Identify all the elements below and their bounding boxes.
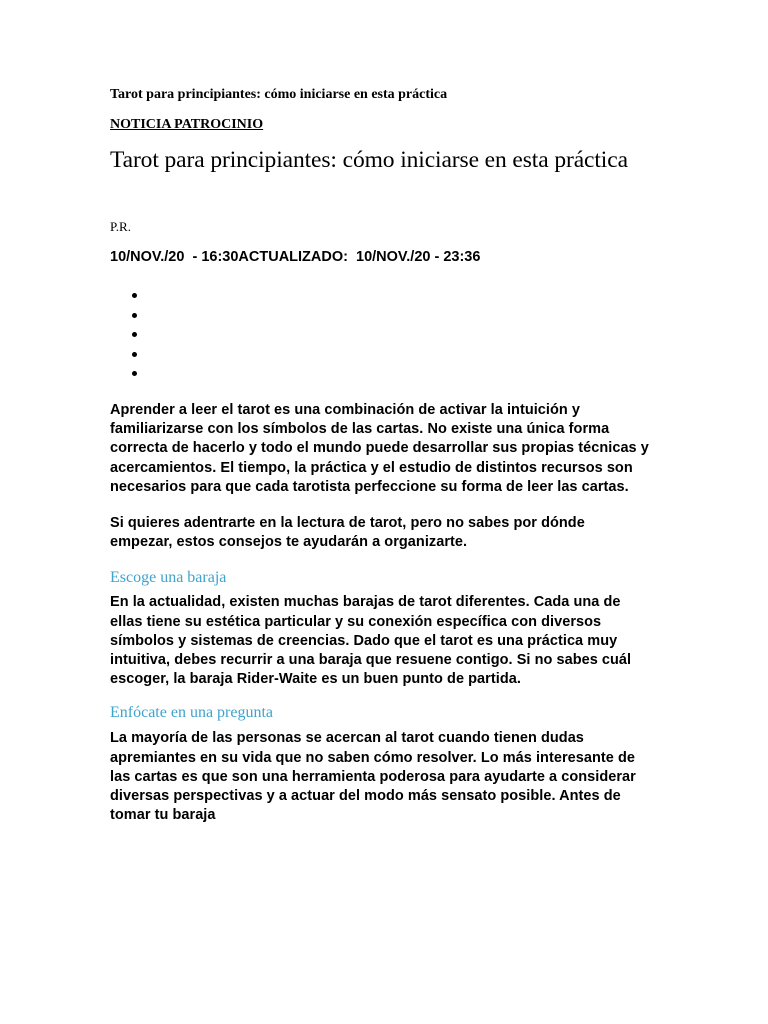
document-page: [110, 86, 650, 825]
header-title: Tarot para principiantes: cómo iniciarse en esta práctica: [110, 87, 448, 102]
list-item: [132, 306, 650, 326]
list-item: [132, 325, 650, 345]
intro-paragraph: Aprender a leer el tarot es una combinación de activar la intuición y familiarizarse con los símbolos de las cartas. No existe una única forma correcta de hacerlo y todo el mundo puede desarrollar sus propias técnicas y acercamientos. El tiempo, la práctica y el estudio de distintos recursos son necesarios para que cada tarotista perfeccione su forma de leer las cartas.: [110, 401, 649, 495]
empty-bullet-list: [110, 286, 650, 384]
article-title: Tarot para principiantes: cómo iniciarse en esta práctica: [110, 147, 628, 173]
sponsor-label: NOTICIA PATROCINIO: [110, 117, 264, 132]
list-item: [132, 345, 650, 365]
section-heading-pregunta: Enfócate en una pregunta: [110, 704, 274, 722]
section-heading-baraja: Escoge una baraja: [110, 569, 227, 587]
list-item: [132, 286, 650, 306]
section-text-pregunta: La mayoría de las personas se acercan al tarot cuando tienen dudas apremiantes en su vida que no saben cómo resolver. Lo más interesante de las cartas es que son una herramienta poderosa para ayudarte a considerar diversas perspectivas y a actuar del modo más sensato posible. Antes de tomar tu baraja: [110, 730, 636, 824]
article-author: P.R.: [110, 219, 131, 234]
section-text-baraja: En la actualidad, existen muchas barajas de tarot diferentes. Cada una de ellas tiene su estética particular y su conexión específica con diversos símbolos y sistemas de creencias. Dado que el tarot es una práctica muy intuitiva, debes recurrir a una baraja que resuene contigo. Si no sabes cuál escoger, la baraja Rider-Waite es un buen punto de partida.: [110, 594, 632, 688]
list-item: [132, 364, 650, 384]
second-paragraph: Si quieres adentrarte en la lectura de tarot, pero no sabes por dónde empezar, estos consejos te ayudarán a organizarte.: [110, 514, 585, 551]
article-dateline: 10/NOV./20 - 16:30ACTUALIZADO: 10/NOV./20 - 23:36: [110, 249, 481, 265]
